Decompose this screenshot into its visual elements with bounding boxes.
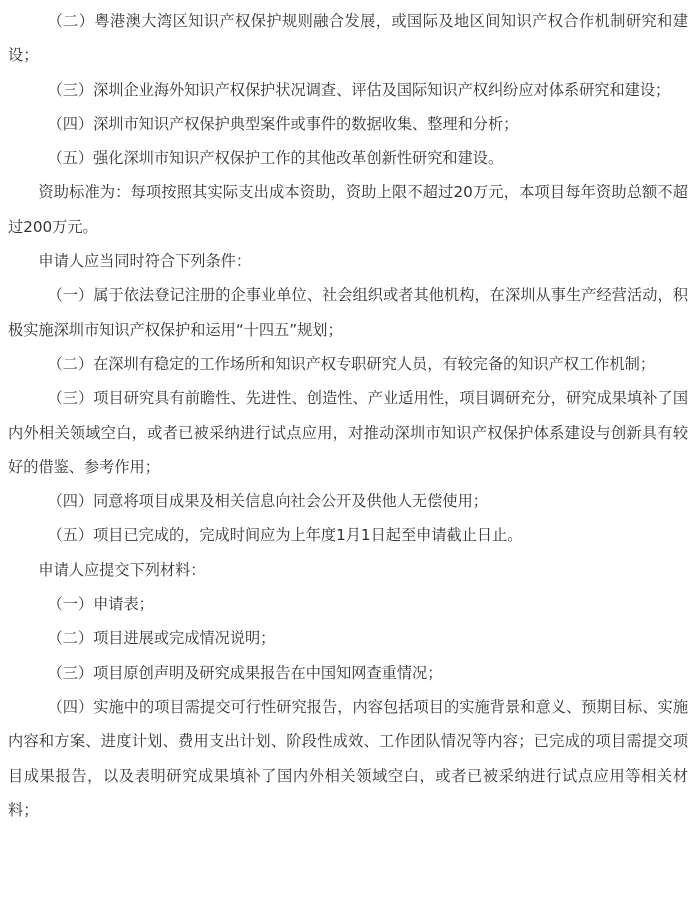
paragraph-item-5: （五）强化深圳市知识产权保护工作的其他改革创新性研究和建设。 <box>47 149 504 168</box>
condition-item-4: （四）同意将项目成果及相关信息向社会公开及供他人无偿使用； <box>47 492 488 511</box>
material-item-4: （四）实施中的项目需提交可行性研究报告，内容包括项目的实施背景和意义、预期目标、实施内容和方案、进度计划、费用支出计划、阶段性成效、工作团队情况等内容；已完成的项目需提交项目成果报告，以及表明研究成果填补了国内外相关领域空白，或者已被采纳进行试点应用等相关材料； <box>8 697 688 819</box>
paragraph-item-4: （四）深圳市知识产权保护典型案件或事件的数据收集、整理和分析； <box>47 114 519 133</box>
condition-item-2: （二）在深圳有稳定的工作场所和知识产权专职研究人员，有较完备的知识产权工作机制； <box>47 354 656 373</box>
condition-item-3: （三）项目研究具有前瞻性、先进性、创造性、产业适用性，项目调研充分，研究成果填补了国内外相关领域空白，或者已被采纳进行试点应用，对推动深圳市知识产权保护体系建设与创新具有较好的借鉴、参考作用； <box>8 389 688 476</box>
condition-item-1: （一）属于依法登记注册的企事业单位、社会组织或者其他机构，在深圳从事生产经营活动，积极实施深圳市知识产权保护和运用“十四五”规划； <box>8 286 688 339</box>
condition-item-5: （五）项目已完成的，完成时间应为上年度1月1日起至申请截止日止。 <box>47 526 523 545</box>
funding-standard-paragraph: 资助标准为：每项按照其实际支出成本资助，资助上限不超过20万元，本项目每年资助总额不超过200万元。 <box>8 183 688 236</box>
paragraph-item-2: （二）粤港澳大湾区知识产权保护规则融合发展，或国际及地区间知识产权合作机制研究和建设； <box>8 12 688 65</box>
material-item-1: （一）申请表； <box>47 595 154 614</box>
conditions-heading: 申请人应当同时符合下列条件： <box>38 252 252 271</box>
document-body <box>8 4 688 827</box>
material-item-2: （二）项目进展或完成情况说明； <box>47 629 276 648</box>
paragraph-item-3: （三）深圳企业海外知识产权保护状况调查、评估及国际知识产权纠纷应对体系研究和建设； <box>47 80 671 99</box>
material-item-3: （三）项目原创声明及研究成果报告在中国知网查重情况； <box>47 663 443 682</box>
materials-heading: 申请人应提交下列材料： <box>38 560 206 579</box>
